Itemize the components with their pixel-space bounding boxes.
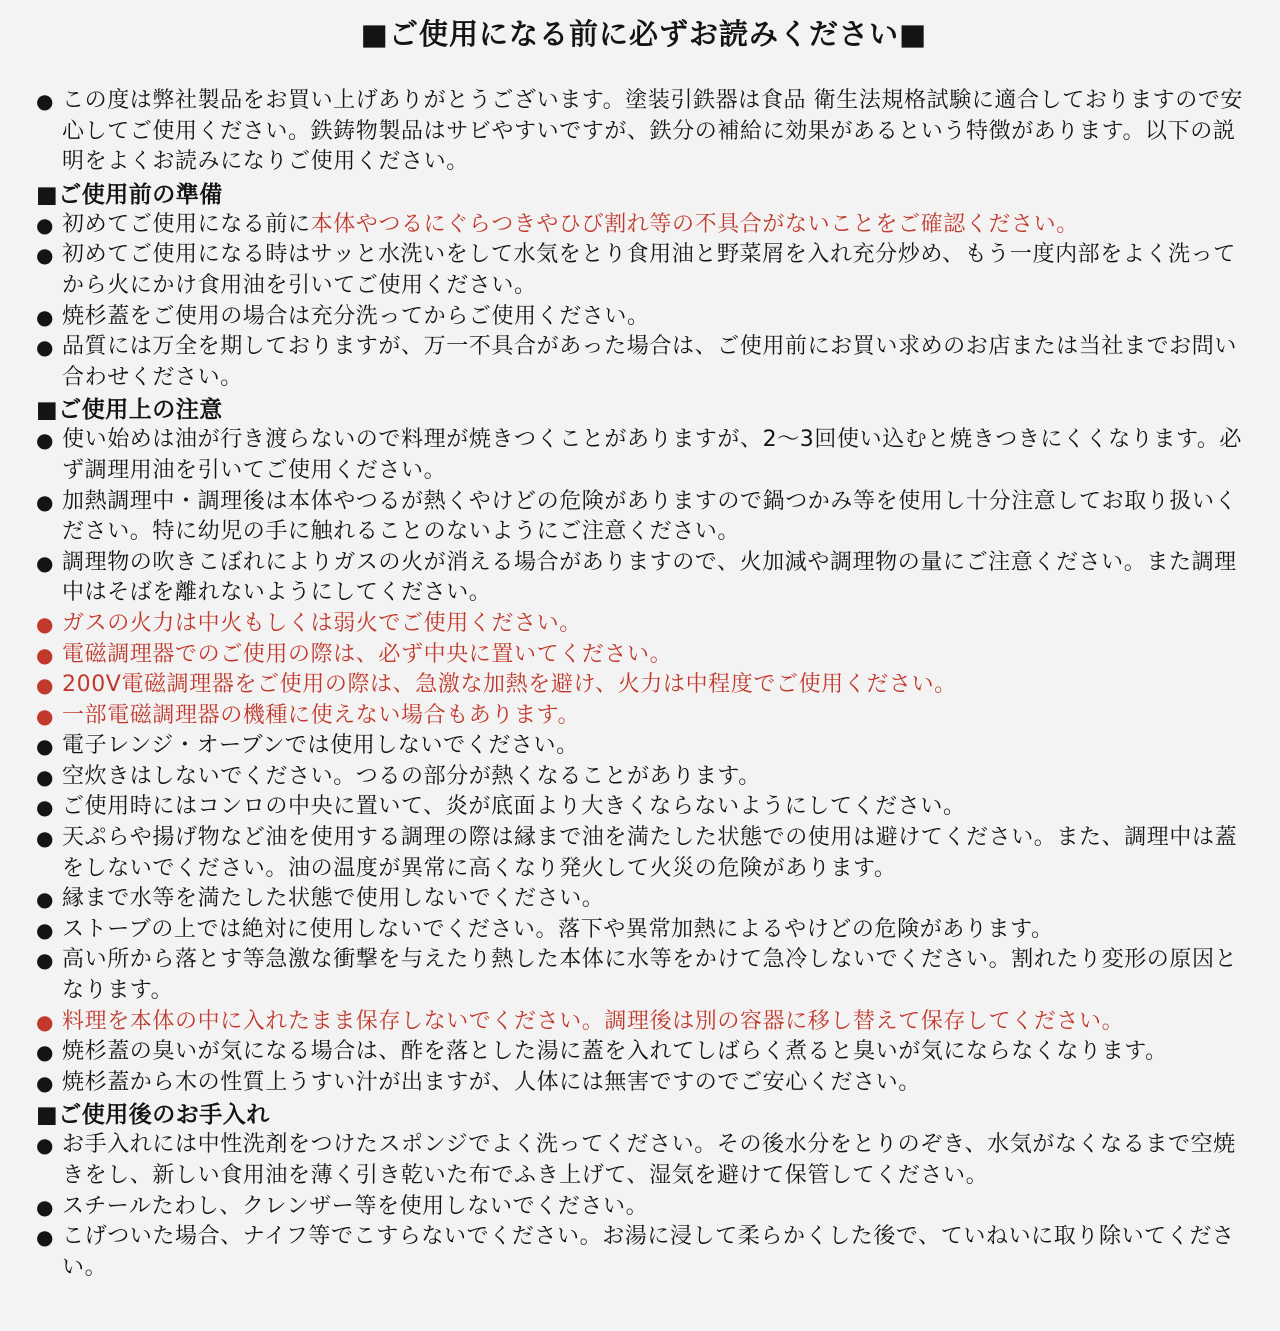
bullet: ● (36, 734, 55, 759)
bullet: ● (36, 1040, 55, 1065)
list-item (36, 487, 1252, 548)
bullet: ● (36, 304, 55, 329)
list-item (36, 1037, 1252, 1068)
list-item-warning (36, 701, 1252, 732)
bullet: ● (36, 642, 55, 667)
item-text: 調理物の吹きこぼれによりガスの火が消える場合がありますので、火加減や調理物の量にご注意ください。また調理中はそばを離れないようにしてください。 (62, 549, 1237, 606)
list-item-warning (36, 609, 1252, 640)
item-text: 品質には万全を期しておりますが、万一不具合があった場合は、ご使用前にお買い求めのお店または当社までお問い合わせください。 (62, 334, 1237, 390)
bullet: ● (36, 887, 55, 912)
bullet: ● (36, 1133, 55, 1158)
bullet: ● (36, 1070, 55, 1095)
intro-text: この度は弊社製品をお買い上げありがとうございます。塗装引鉄器は食品 衛生法規格試験に適合しておりますので安心してご使用ください。鉄鋳物製品はサビやすいですが、鉄分の補給に効果があるという特徴があります。以下の説明をよくお読みになりご使用ください。 (62, 88, 1244, 175)
list-item (36, 548, 1252, 609)
list-item (36, 1130, 1252, 1191)
item-text: スチールたわし、クレンザー等を使用しないでください。 (62, 1193, 649, 1219)
section-heading-prep: ■ご使用前の準備 (36, 181, 223, 208)
item-text: 焼杉蓋の臭いが気になる場合は、酢を落とした湯に蓋を入れてしばらく煮ると臭いが気にならなくなります。 (62, 1039, 1168, 1065)
section-heading-caution: ■ご使用上の注意 (36, 397, 223, 424)
item-text: 焼杉蓋から木の性質上うすい汁が出ますが、人体には無害ですのでご安心ください。 (62, 1069, 921, 1095)
bullet: ● (36, 212, 55, 237)
list-item (36, 1192, 1252, 1223)
list-item (36, 884, 1252, 915)
item-text: 縁まで水等を満たした状態で使用しないでください。 (62, 886, 605, 912)
bullet: ● (36, 703, 55, 728)
list-item-warning (36, 640, 1252, 671)
item-text: 200V電磁調理器をご使用の際は、急激な加熱を避け、火力は中程度でご使用ください。 (62, 672, 957, 698)
bullet: ● (36, 243, 55, 268)
list-item (36, 945, 1252, 1006)
item-text: 天ぷらや揚げ物など油を使用する調理の際は縁まで油を満たした状態での使用は避けてください。また、調理中は蓋をしないでください。油の温度が異常に高くなり発火して火災の危険があります。 (62, 825, 1238, 881)
item-text: 高い所から落とす等急激な衝撃を与えたり熱した本体に水等をかけて急冷しないでください。割れたり変形の原因となります。 (62, 947, 1238, 1004)
bullet: ● (36, 428, 55, 453)
bullet: ● (36, 673, 55, 698)
list-item (36, 425, 1252, 486)
list-item (36, 1068, 1252, 1099)
list-item (36, 240, 1252, 301)
intro-paragraph (36, 86, 1252, 178)
item-text: 使い始めは油が行き渡らないので料理が焼きつくことがありますが、2〜3回使い込むと焼きつきにくくなります。必ず調理用油を引いてご使用ください。 (62, 427, 1243, 483)
bullet: ● (36, 1194, 55, 1219)
item-text: 一部電磁調理器の機種に使えない場合もあります。 (62, 702, 581, 728)
list-item (36, 302, 1252, 333)
item-text: 加熱調理中・調理後は本体やつるが熱くやけどの危険がありますので鍋つかみ等を使用し十分注意してお取り扱いください。特に幼児の手に触れることのないようにご注意ください。 (62, 488, 1238, 545)
item-text: 空炊きはしないでください。つるの部分が熱くなることがあります。 (62, 763, 761, 789)
item-text: ガスの火力は中火もしくは弱火でご使用ください。 (62, 610, 582, 636)
item-text-highlight: 本体やつるにぐらつきやひび割れ等の不具合がないことをご確認ください。 (310, 211, 1079, 237)
list-item (36, 332, 1252, 393)
item-text: 料理を本体の中に入れたまま保存しないでください。調理後は別の容器に移し替えて保存してください。 (62, 1008, 1125, 1034)
bullet: ● (36, 795, 55, 820)
bullet: ● (36, 489, 55, 514)
bullet: ● (36, 1009, 55, 1034)
list-item (36, 1222, 1252, 1283)
list-item (36, 915, 1252, 946)
bullet: ● (36, 764, 55, 789)
list-item (36, 731, 1252, 762)
bullet: ● (36, 948, 55, 973)
section-heading-care: ■ご使用後のお手入れ (36, 1102, 270, 1129)
bullet: ● (36, 335, 55, 360)
list-item (36, 823, 1252, 884)
item-text: お手入れには中性洗剤をつけたスポンジでよく洗ってください。その後水分をとりのぞき、水気がなくなるまで空焼きをし、新しい食用油を薄く引き乾いた布でふき上げて、湿気を避けて保管してください。 (62, 1132, 1236, 1188)
item-text: 電子レンジ・オーブンでは使用しないでください。 (62, 733, 579, 759)
list-item (36, 210, 1252, 241)
bullet: ● (36, 611, 55, 636)
item-text: 初めてご使用になる時はサッと水洗いをして水気をとり食用油と野菜屑を入れ充分炒め、もう一度内部をよく洗ってから火にかけ食用油を引いてご使用ください。 (62, 242, 1236, 298)
list-item-warning (36, 1007, 1252, 1038)
item-text: 初めてご使用になる前に (62, 211, 311, 237)
bullet: ● (36, 826, 55, 851)
list-item (36, 762, 1252, 793)
page-title: ■ご使用になる前に必ずお読みください■ (360, 17, 928, 51)
bullet: ● (36, 1225, 55, 1250)
item-text: 電磁調理器でのご使用の際は、必ず中央に置いてください。 (62, 641, 673, 667)
list-item-warning (36, 670, 1252, 701)
bullet: ● (36, 917, 55, 942)
bullet: ● (36, 89, 55, 113)
item-text: ストーブの上では絶対に使用しないでください。落下や異常加熱によるやけどの危険があります。 (62, 916, 1054, 942)
bullet: ● (36, 550, 55, 575)
list-item (36, 792, 1252, 823)
item-text: 焼杉蓋をご使用の場合は充分洗ってからご使用ください。 (62, 303, 650, 329)
item-text: こげついた場合、ナイフ等でこすらないでください。お湯に浸して柔らかくした後で、ていねいに取り除いてください。 (62, 1224, 1235, 1280)
item-text: ご使用時にはコンロの中央に置いて、炎が底面より大きくならないようにしてください。 (62, 794, 966, 820)
